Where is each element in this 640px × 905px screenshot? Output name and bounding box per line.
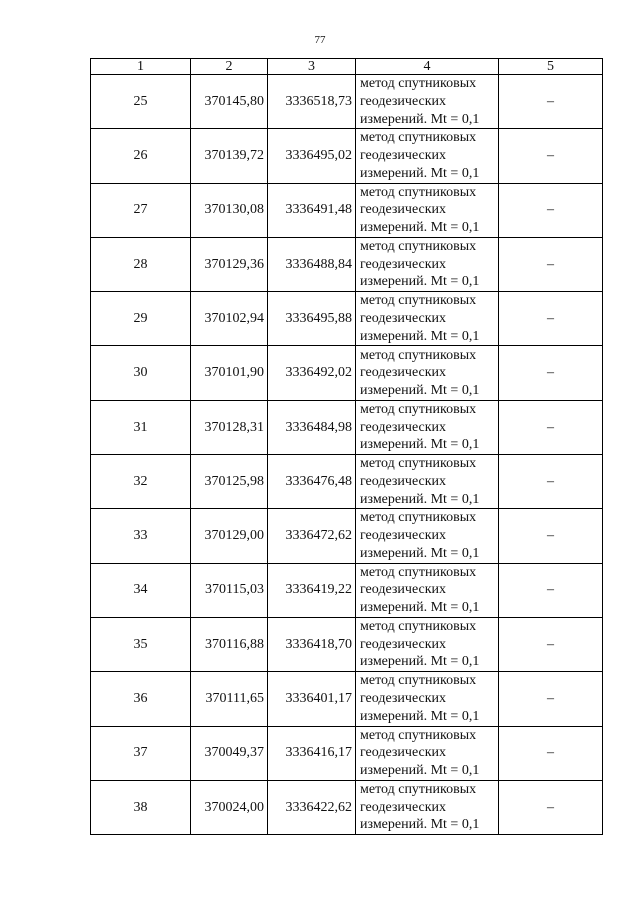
method-line: измерений. Mt = 0,1 [360, 545, 480, 561]
point-number-cell: 32 [91, 455, 191, 509]
header-row [91, 59, 603, 75]
table-row [91, 129, 603, 183]
note-cell: – [499, 563, 603, 617]
table-row [91, 563, 603, 617]
coordinates-table [90, 58, 603, 835]
y-coordinate-cell: 3336518,73 [268, 75, 356, 129]
method-line: метод спутниковых [360, 673, 477, 689]
point-number-cell: 29 [91, 292, 191, 346]
y-coordinate-cell: 3336495,02 [268, 129, 356, 183]
table-row [91, 617, 603, 671]
method-cell [356, 617, 499, 671]
method-line: измерений. Mt = 0,1 [360, 382, 480, 398]
point-number-cell: 31 [91, 400, 191, 454]
x-coordinate-cell: 370024,00 [191, 780, 268, 834]
x-coordinate-cell: 370125,98 [191, 455, 268, 509]
point-number-cell: 30 [91, 346, 191, 400]
method-line: измерений. Mt = 0,1 [360, 654, 480, 670]
method-line: измерений. Mt = 0,1 [360, 708, 480, 724]
point-number-cell: 35 [91, 617, 191, 671]
method-line: геодезических [360, 528, 447, 544]
note-cell: – [499, 780, 603, 834]
y-coordinate-cell: 3336419,22 [268, 563, 356, 617]
method-line: геодезических [360, 202, 447, 218]
point-number-cell: 38 [91, 780, 191, 834]
table-row [91, 75, 603, 129]
method-line: метод спутниковых [360, 184, 477, 200]
method-line: измерений. Mt = 0,1 [360, 274, 480, 290]
method-line: измерений. Mt = 0,1 [360, 763, 480, 779]
method-line: метод спутниковых [360, 456, 477, 472]
point-number-cell: 28 [91, 237, 191, 291]
method-line: метод спутниковых [360, 619, 477, 635]
y-coordinate-cell: 3336492,02 [268, 346, 356, 400]
method-cell [356, 780, 499, 834]
x-coordinate-cell: 370101,90 [191, 346, 268, 400]
table-row [91, 726, 603, 780]
point-number-cell: 27 [91, 183, 191, 237]
note-cell: – [499, 129, 603, 183]
table-row [91, 780, 603, 834]
column-header: 1 [91, 59, 191, 75]
note-cell: – [499, 617, 603, 671]
method-line: измерений. Mt = 0,1 [360, 111, 480, 127]
table-row [91, 183, 603, 237]
y-coordinate-cell: 3336422,62 [268, 780, 356, 834]
x-coordinate-cell: 370102,94 [191, 292, 268, 346]
x-coordinate-cell: 370139,72 [191, 129, 268, 183]
method-cell [356, 455, 499, 509]
method-cell [356, 292, 499, 346]
point-number-cell: 26 [91, 129, 191, 183]
note-cell: – [499, 726, 603, 780]
method-cell [356, 563, 499, 617]
table-row [91, 509, 603, 563]
method-line: геодезических [360, 419, 447, 435]
page-number: 77 [314, 34, 326, 46]
method-line: геодезических [360, 799, 447, 815]
method-line: метод спутниковых [360, 130, 477, 146]
table-row [91, 455, 603, 509]
note-cell: – [499, 75, 603, 129]
method-line: измерений. Mt = 0,1 [360, 491, 480, 507]
method-cell [356, 75, 499, 129]
column-header: 5 [499, 59, 603, 75]
method-line: геодезических [360, 636, 447, 652]
note-cell: – [499, 672, 603, 726]
table-row [91, 237, 603, 291]
method-line: метод спутниковых [360, 564, 477, 580]
method-line: геодезических [360, 310, 447, 326]
method-line: метод спутниковых [360, 238, 477, 254]
table-row [91, 346, 603, 400]
method-line: геодезических [360, 148, 447, 164]
method-line: метод спутниковых [360, 401, 477, 417]
note-cell: – [499, 346, 603, 400]
point-number-cell: 37 [91, 726, 191, 780]
method-line: метод спутниковых [360, 510, 477, 526]
note-cell: – [499, 292, 603, 346]
x-coordinate-cell: 370115,03 [191, 563, 268, 617]
table-row [91, 400, 603, 454]
method-line: геодезических [360, 473, 447, 489]
method-line: геодезических [360, 745, 447, 761]
x-coordinate-cell: 370129,00 [191, 509, 268, 563]
x-coordinate-cell: 370145,80 [191, 75, 268, 129]
method-line: метод спутниковых [360, 781, 477, 797]
y-coordinate-cell: 3336418,70 [268, 617, 356, 671]
method-line: измерений. Mt = 0,1 [360, 437, 480, 453]
method-line: геодезических [360, 256, 447, 272]
y-coordinate-cell: 3336416,17 [268, 726, 356, 780]
note-cell: – [499, 455, 603, 509]
method-cell [356, 237, 499, 291]
column-header: 3 [268, 59, 356, 75]
table-row [91, 672, 603, 726]
method-line: метод спутниковых [360, 727, 477, 743]
y-coordinate-cell: 3336488,84 [268, 237, 356, 291]
table-row [91, 292, 603, 346]
method-cell [356, 509, 499, 563]
method-line: геодезических [360, 582, 447, 598]
method-cell [356, 726, 499, 780]
y-coordinate-cell: 3336491,48 [268, 183, 356, 237]
y-coordinate-cell: 3336401,17 [268, 672, 356, 726]
method-cell [356, 672, 499, 726]
method-line: измерений. Mt = 0,1 [360, 220, 480, 236]
y-coordinate-cell: 3336476,48 [268, 455, 356, 509]
x-coordinate-cell: 370130,08 [191, 183, 268, 237]
point-number-cell: 34 [91, 563, 191, 617]
x-coordinate-cell: 370116,88 [191, 617, 268, 671]
method-line: геодезических [360, 365, 447, 381]
y-coordinate-cell: 3336484,98 [268, 400, 356, 454]
method-cell [356, 400, 499, 454]
method-cell [356, 346, 499, 400]
point-number-cell: 33 [91, 509, 191, 563]
point-number-cell: 36 [91, 672, 191, 726]
point-number-cell: 25 [91, 75, 191, 129]
method-cell [356, 183, 499, 237]
note-cell: – [499, 400, 603, 454]
method-line: геодезических [360, 93, 447, 109]
x-coordinate-cell: 370128,31 [191, 400, 268, 454]
note-cell: – [499, 183, 603, 237]
y-coordinate-cell: 3336495,88 [268, 292, 356, 346]
method-line: измерений. Mt = 0,1 [360, 165, 480, 181]
method-line: измерений. Mt = 0,1 [360, 328, 480, 344]
note-cell: – [499, 237, 603, 291]
column-header: 4 [356, 59, 499, 75]
method-line: метод спутниковых [360, 293, 477, 309]
x-coordinate-cell: 370049,37 [191, 726, 268, 780]
column-header: 2 [191, 59, 268, 75]
method-line: геодезических [360, 691, 447, 707]
y-coordinate-cell: 3336472,62 [268, 509, 356, 563]
x-coordinate-cell: 370129,36 [191, 237, 268, 291]
x-coordinate-cell: 370111,65 [191, 672, 268, 726]
note-cell: – [499, 509, 603, 563]
method-cell [356, 129, 499, 183]
method-line: метод спутниковых [360, 347, 477, 363]
method-line: измерений. Mt = 0,1 [360, 600, 480, 616]
method-line: измерений. Mt = 0,1 [360, 817, 480, 833]
method-line: метод спутниковых [360, 76, 477, 92]
